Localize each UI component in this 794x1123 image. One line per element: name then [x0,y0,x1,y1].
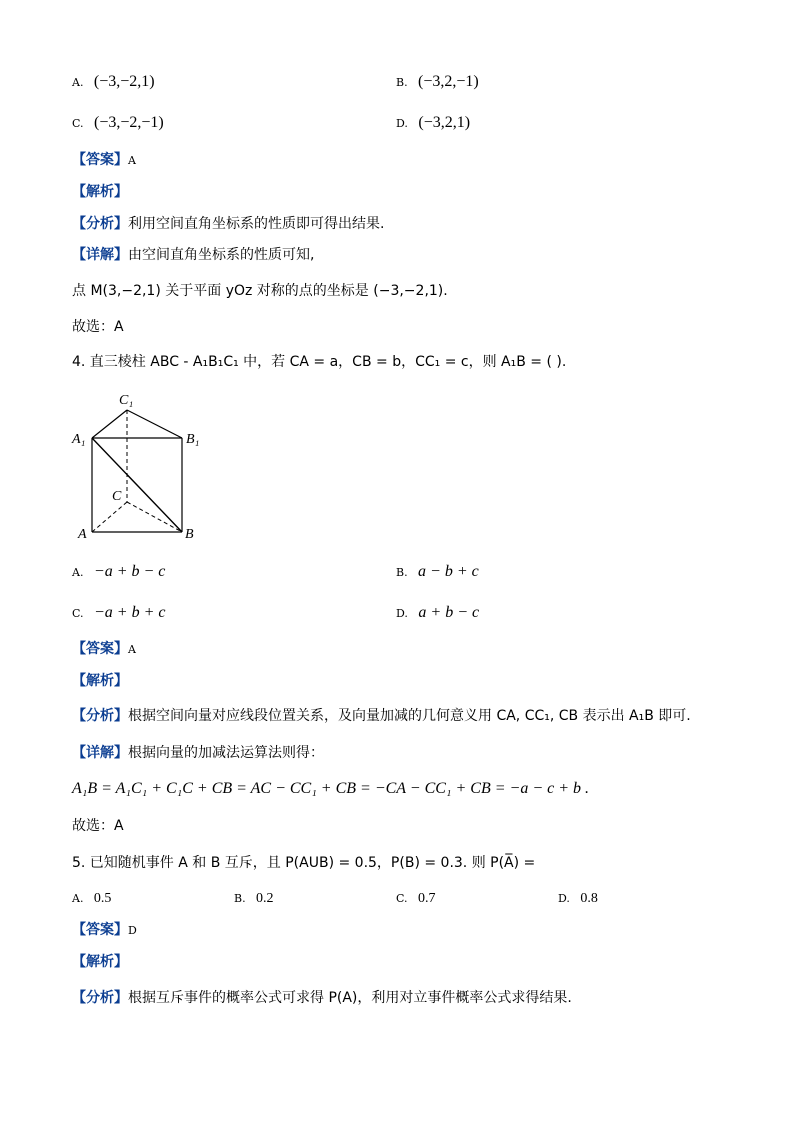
q4-answer-value: A [128,643,136,656]
q4-answer: 【答案】A [72,641,136,657]
q4-label-b1: B₁ [186,432,200,447]
q3-option-c [72,113,164,134]
q5-option-a: A. 0.5 [72,891,112,906]
q3-option-b-label: B. [396,76,408,89]
q5-fenxi-text: 根据互斥事件的概率公式可求得 P(A)，利用对立事件概率公式求得结果. [128,990,572,1006]
q4-option-b-value: a − b + c [418,563,479,580]
q4-option-a: A. −a + b − c [72,563,166,580]
q3-option-c-label: C. [72,117,84,130]
q3-fenxi-text: 利用空间直角坐标系的性质即可得出结果. [128,216,385,232]
q3-answer [72,150,136,171]
q5-option-c-value: 0.7 [417,891,436,906]
q3-xiangjie [72,245,314,265]
q3-option-a [72,72,155,93]
q3-option-a-value: (−3,−2,1) [93,73,155,90]
q4-option-c-value: −a + b + c [93,604,166,621]
q3-fenxi-tag: 【分析】 [72,216,128,232]
q5-option-c: C. 0.7 [396,891,436,906]
q4-prism-figure [70,388,210,548]
q4-fenxi: 【分析】根据空间向量对应线段位置关系，及向量加减的几何意义用 CA, CC₁, CB 表示出 A₁B 即可. [72,708,691,724]
q3-answer-value: A [128,154,136,167]
q4-fenxi-text: 根据空间向量对应线段位置关系，及向量加减的几何意义用 CA, CC₁, CB 表示出 A₁B 即可. [128,708,691,724]
q4-option-d: D. a + b − c [396,604,480,621]
q3-option-b-value: (−3,2,−1) [418,73,479,90]
q4-label-a: A [78,527,87,542]
q3-xiangjie-tag: 【详解】 [72,247,128,263]
q5-answer-value: D [128,924,137,937]
q4-derivation: A₁B = A₁C₁ + C₁C + CB = AC − CC₁ + CB = −CA − CC₁ + CB = −a − c + b . [72,780,590,797]
q4-analysis-tag: 【解析】 [72,673,128,689]
q3-detail: 点 M(3,−2,1) 关于平面 yOz 对称的点的坐标是 (−3,−2,1). [72,283,448,299]
q4-label-c: C [112,489,122,504]
q5-option-d: D. 0.8 [558,891,598,906]
q4-stem: 4. 直三棱柱 ABC - A₁B₁C₁ 中，若 CA = a，CB = b，CC₁ = c，则 A₁B = ( ). [72,354,567,370]
q3-xiangjie-text: 由空间直角坐标系的性质可知, [128,247,315,263]
q5-option-b-value: 0.2 [256,891,274,906]
q5-stem: 5. 已知随机事件 A 和 B 互斥，且 P(AUB) = 0.5，P(B) = 0.3. 则 P(A̅) = [72,855,536,871]
q4-xiangjie: 【详解】根据向量的加减法运算法则得： [72,745,324,761]
q3-option-b [396,72,479,93]
q5-option-b: B. 0.2 [234,891,274,906]
q5-fenxi: 【分析】根据互斥事件的概率公式可求得 P(A)，利用对立事件概率公式求得结果. [72,990,572,1006]
q4-option-c: C. −a + b + c [72,604,166,621]
q3-conclusion: 故选：A [72,319,124,335]
q3-option-d-label: D. [396,117,408,130]
q4-option-b: B. a − b + c [396,563,479,580]
q3-option-c-value: (−3,−2,−1) [93,114,164,131]
q3-analysis-tag: 【解析】 [72,184,128,200]
q4-conclusion: 故选：A [72,818,124,834]
q4-option-d-value: a + b − c [418,604,480,621]
q4-option-a-value: −a + b − c [93,563,166,580]
q5-answer: 【答案】D [72,922,137,938]
q4-label-a1: A₁ [72,432,86,447]
q5-analysis-tag: 【解析】 [72,954,128,970]
q3-fenxi [72,214,384,234]
q3-option-d-value: (−3,2,1) [418,114,471,131]
q4-xiangjie-text: 根据向量的加减法运算法则得： [128,745,324,761]
q3-option-a-label: A. [72,76,84,89]
q5-option-d-value: 0.8 [580,891,598,906]
q4-label-c1: C₁ [119,393,134,408]
q3-option-d [396,113,470,134]
q5-option-a-value: 0.5 [93,891,112,906]
q3-answer-tag: 【答案】 [72,152,128,168]
q4-label-b: B [185,527,194,542]
